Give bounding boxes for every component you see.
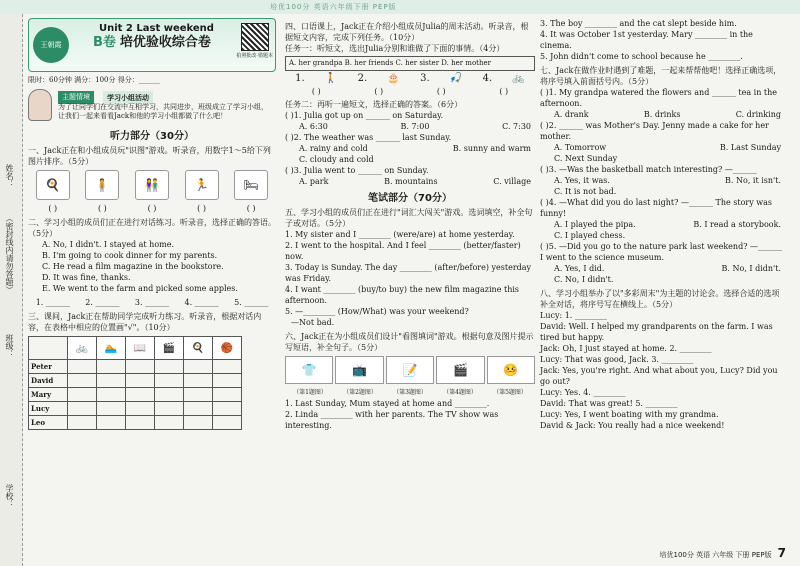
activity-picture-icon: 🏊 [97, 337, 126, 360]
option-c[interactable]: C. 7:30 [502, 122, 531, 131]
grid-name-leo: Leo [29, 416, 68, 430]
q6-labels [285, 387, 535, 398]
q6-label-5: （第5题图） [493, 389, 527, 396]
q6-item-2: 2. Linda ________ with her parents. The TV show was interesting. [285, 410, 499, 430]
theme-tag: 主题情境 [58, 91, 94, 104]
q7-item-3: ( )3. —Was the basketball match interesting? —______ [540, 165, 757, 174]
bike-picture-icon: 🚲 [512, 73, 525, 84]
task2-q3: ( )3. Julia went to ______ on Sunday. [285, 166, 429, 175]
task1-paren-3[interactable]: ( ) [436, 87, 446, 96]
option-b[interactable]: B. sunny and warm [452, 144, 531, 153]
q6-pictures [285, 356, 535, 384]
q1-answer-row [28, 203, 276, 214]
q6-label-3: （第3题图） [393, 389, 427, 396]
logo: 王朝霞 [33, 27, 69, 63]
q2-option-d: D. It was fine, thanks. [42, 273, 131, 282]
film-picture-icon: 🎬 [436, 356, 484, 384]
q3-head: 三、课间，Jack正在帮助同学完成听力练习。听录音，根据对话内容，在表格中相应的位置画"√"。（10分） [28, 312, 262, 332]
q7-item-3-options [540, 175, 785, 186]
q2-option-a: A. No, I didn't. I stayed at home. [42, 240, 174, 249]
footer [660, 546, 787, 560]
q3-grid [28, 336, 242, 430]
column-2 [285, 18, 535, 431]
b-mark: B卷 [93, 35, 116, 50]
q7-item-1-options [540, 109, 785, 120]
q2-blank-5[interactable]: 5. ______ [234, 298, 269, 307]
header-box [28, 18, 276, 72]
sidebar-school: 学校： [5, 484, 14, 508]
option-b[interactable]: B. mountains [384, 177, 438, 186]
q8-line-9: David & Jack: You really had a nice weekend! [540, 421, 725, 430]
option-b[interactable]: B. No, I didn't. [721, 264, 781, 273]
sleeping-picture-icon: 🛏 [234, 170, 268, 200]
q8-line-7: David: That was great! 5. ________ [540, 399, 678, 408]
option-b[interactable]: B. 7:00 [400, 122, 430, 131]
task2-q1: ( )1. Julia got up on ______ on Saturday. [285, 111, 444, 120]
q2-head: 二、学习小组的成员们正在进行对话练习。听录音，选择正确的答语。（5分） [28, 218, 276, 238]
q7-item-5-option-c[interactable]: C. No, I didn't. [554, 275, 614, 284]
theme-text: 为了让同学们在交流中互相学习，共同进步，班级成立了学习小组，让我们一起来看看Jack和他的学习小组都做了什么吧！ [58, 103, 268, 120]
q5-item-2: 2. I went to the hospital. And I feel ________ (better/faster) now. [285, 241, 521, 261]
activity-picture-icon: 📖 [126, 337, 155, 360]
task2-head: 任务二：再听一遍短文，选择正确的答案。（6分） [285, 100, 463, 109]
option-c[interactable]: C. drinking [735, 110, 781, 119]
q7-item-1: ( )1. My grandpa watered the flowers and ______ tea in the afternoon. [540, 88, 778, 108]
q6-head: 六、Jack正在为小组成员们设计"看图填词"游戏。根据句意及图片提示写短语，补全句子。（5分） [285, 332, 534, 352]
q6-item-5: 5. John didn't come to school because he ________. [540, 52, 743, 61]
q5-head: 五、学习小组的成员们正在进行"词汇大闯关"游戏。选词填空，补全句子或对话。（5分） [285, 208, 533, 228]
q5-item-3: 3. Today is Sunday. The day ________ (after/before) yesterday was Friday. [285, 263, 532, 283]
q6-label-4: （第4题图） [443, 389, 477, 396]
q4-head: 四、口语课上，Jack正在介绍小组成员Julia的周末活动。听录音，根据短文内容，完成下列任务。（10分） [285, 22, 529, 42]
qr-label: 拍照批改·错题本 [236, 53, 273, 59]
q5-item-4: 4. I want ________ (buy/to buy) the new film magazine this afternoon. [285, 285, 520, 305]
option-c[interactable]: C. village [493, 177, 531, 186]
q7-item-2: ( )2. ______ was Mother's Day. Jenny made a cake for her mother. [540, 121, 769, 141]
q2-blank-row [28, 297, 276, 308]
q1-paren-3[interactable]: ( ) [147, 204, 157, 213]
option-a[interactable]: A. park [299, 177, 329, 186]
option-a[interactable]: A. Tomorrow [554, 143, 607, 152]
option-b[interactable]: B. No, it isn't. [725, 176, 781, 185]
q5-item-5: 5. —________ (How/What) was your weekend? [285, 307, 469, 316]
q8-line-5: Jack: Yes, you're right. And what about you, Lucy? Did you go out? [540, 366, 778, 386]
q8-line-6: Lucy: Yes. 4. ________ [540, 388, 626, 397]
option-b[interactable]: B. I read a storybook. [693, 220, 781, 229]
column-1 [28, 18, 276, 430]
task1-num-4: 4. [482, 73, 493, 84]
q7-head: 七、Jack在做作业时遇到了难题，一起来帮帮他吧！选择正确选项，将序号填入前面括号内。（5分） [540, 66, 782, 86]
task1-paren-4[interactable]: ( ) [499, 87, 509, 96]
cake-picture-icon: 🎂 [387, 73, 400, 84]
activity-picture-icon: 🏀 [213, 337, 242, 360]
q7-item-4-options [540, 219, 785, 230]
activity-picture-icon: 🚲 [68, 337, 97, 360]
option-a[interactable]: A. I played the pipa. [554, 220, 636, 229]
q1-paren-5[interactable]: ( ) [246, 204, 256, 213]
sidebar-class: 班级： [5, 334, 14, 358]
cooking-picture-icon: 🍳 [36, 170, 70, 200]
q6-item-1: 1. Last Sunday, Mum stayed at home and ________. [285, 399, 490, 408]
task2-q2-options [285, 143, 535, 154]
q7-item-3-option-c[interactable]: C. It is not bad. [554, 187, 617, 196]
info-line: 限时：60分钟 满分：100分 得分：______ [28, 76, 160, 84]
q6-label-1: （第1题图） [293, 389, 327, 396]
sidebar [0, 14, 23, 566]
q7-item-2-option-c[interactable]: C. Next Sunday [554, 154, 618, 163]
activity-picture-icon: 🍳 [184, 337, 213, 360]
grid-name-lucy: Lucy [29, 402, 68, 416]
option-a[interactable]: A. Yes, I did. [554, 264, 605, 273]
q6-label-2: （第2题图） [343, 389, 377, 396]
task1-paren-1[interactable]: ( ) [311, 87, 321, 96]
sick-picture-icon: 🤒 [487, 356, 535, 384]
q2-blank-1[interactable]: 1. ______ [35, 298, 70, 307]
grid-name-mary: Mary [29, 388, 68, 402]
task1-num-1: 1. [295, 73, 305, 84]
grid-name-david: David [29, 374, 68, 388]
q1-head: 一、Jack正在和小组成员玩"识图"游戏。听录音，用数字1～5给下列图片排序。（5分） [28, 146, 271, 166]
option-b[interactable]: B. Last Sunday [719, 143, 781, 152]
theme-name: 学习小组活动 [103, 91, 153, 104]
task1-options: A. her grandpa B. her friends C. her sister D. her mother [285, 56, 535, 71]
q2-blank-2[interactable]: 2. ______ [85, 298, 120, 307]
q1-paren-2[interactable]: ( ) [97, 204, 107, 213]
running-picture-icon: 🏃 [185, 170, 219, 200]
option-a[interactable]: A. Yes, it was. [554, 176, 610, 185]
q8-line-1: Lucy: 1. ________ [540, 311, 607, 320]
sidebar-name: 姓名： [5, 164, 14, 188]
q7-item-2-options [540, 142, 785, 153]
q6-item-4: 4. It was October 1st yesterday. Mary ________ in the cinema. [540, 30, 753, 50]
task1-num-3: 3. [420, 73, 430, 84]
q6-item-3: 3. The boy ________ and the cat slept beside him. [540, 19, 737, 28]
q5-item-5-reply: —Not bad. [291, 318, 335, 327]
task1-answer-row [285, 86, 535, 97]
kids-picture-icon: 👫 [135, 170, 169, 200]
option-a[interactable]: A. rainy and cold [299, 144, 368, 153]
q2-blank-3[interactable]: 3. ______ [134, 298, 170, 307]
top-banner: 培优100分 英语六年级下册 PEP版 [270, 3, 397, 11]
q8-line-2: David: Well. I helped my grandparents on the farm. I was tired but happy. [540, 322, 773, 342]
q1-pictures [28, 170, 276, 200]
tv-picture-icon: 📺 [335, 356, 383, 384]
task2-q2: ( )2. The weather was ______ last Sunday. [285, 133, 452, 142]
unit-title: Unit 2 Last weekend [99, 23, 214, 34]
page-top-band [0, 0, 800, 14]
q2-blank-4[interactable]: 4. ______ [184, 298, 219, 307]
walk-picture-icon: 🚶 [324, 73, 338, 84]
q7-item-4-option-c[interactable]: C. I played chess. [554, 231, 626, 240]
task1-head: 任务一：听短文，选出Julia分别和谁做了下面的事情。（4分） [285, 44, 505, 53]
task2-q2-option-c[interactable]: C. cloudy and cold [299, 155, 374, 164]
task1-pictures [285, 73, 535, 84]
girl-avatar-icon [28, 89, 52, 121]
q8-head: 八、学习小组举办了以"多彩周末"为主题的讨论会。选择合适的选项补全对话，将序号写在横线上。（5分） [540, 289, 780, 309]
q2-option-c: C. He read a film magazine in the bookstore. [42, 262, 224, 271]
fishing-picture-icon: 🎣 [449, 73, 463, 84]
grid-name-peter: Peter [29, 360, 68, 374]
page-number: 7 [777, 546, 786, 560]
task2-q1-options [285, 121, 535, 132]
homework-picture-icon: 📝 [386, 356, 434, 384]
task2-q3-options [285, 176, 535, 187]
q5-item-1: 1. My sister and I ________ (were/are) at home yesterday. [285, 230, 515, 239]
sidebar-note: （密封线内请勿答题） [5, 214, 14, 294]
theme-box [28, 89, 276, 125]
option-a[interactable]: A. drank [554, 110, 589, 119]
option-a[interactable]: A. 6:30 [299, 122, 328, 131]
title-text: 培优验收综合卷 [119, 35, 211, 50]
boy-picture-icon: 🧍 [85, 170, 119, 200]
column-3 [540, 18, 785, 431]
q1-paren-4[interactable]: ( ) [197, 204, 206, 213]
q7-item-5: ( )5. —Did you go to the nature park last weekend? —______ I went to the science museum. [540, 242, 783, 262]
q2-option-e: E. We went to the farm and picked some apples. [42, 284, 238, 293]
q8-line-4: Lucy: That was good, Jack. 3. ________ [540, 355, 694, 364]
option-b[interactable]: B. drinks [643, 110, 681, 119]
q7-item-4: ( )4. —What did you do last night? —______ The story was funny! [540, 198, 772, 218]
qr-code-icon[interactable] [241, 23, 269, 51]
q1-paren-1[interactable]: ( ) [48, 204, 58, 213]
task1-num-2: 2. [357, 73, 368, 84]
footer-text: 培优100分 英语 六年级 下册 PEP版 [659, 551, 772, 559]
q8-line-8: Lucy: Yes, I went boating with my grandma. [540, 410, 719, 419]
q8-line-3: Jack: Oh, I just stayed at home. 2. ________ [540, 344, 712, 353]
activity-picture-icon: 🎬 [155, 337, 184, 360]
laundry-picture-icon: 👕 [285, 356, 333, 384]
task1-paren-2[interactable]: ( ) [374, 87, 384, 96]
q7-item-5-options [540, 263, 785, 274]
q2-option-b: B. I'm going to cook dinner for my parents. [42, 251, 218, 260]
writing-title: 笔试部分（70分） [368, 193, 452, 204]
listening-title: 听力部分（30分） [110, 131, 194, 142]
paper-title [93, 37, 211, 48]
